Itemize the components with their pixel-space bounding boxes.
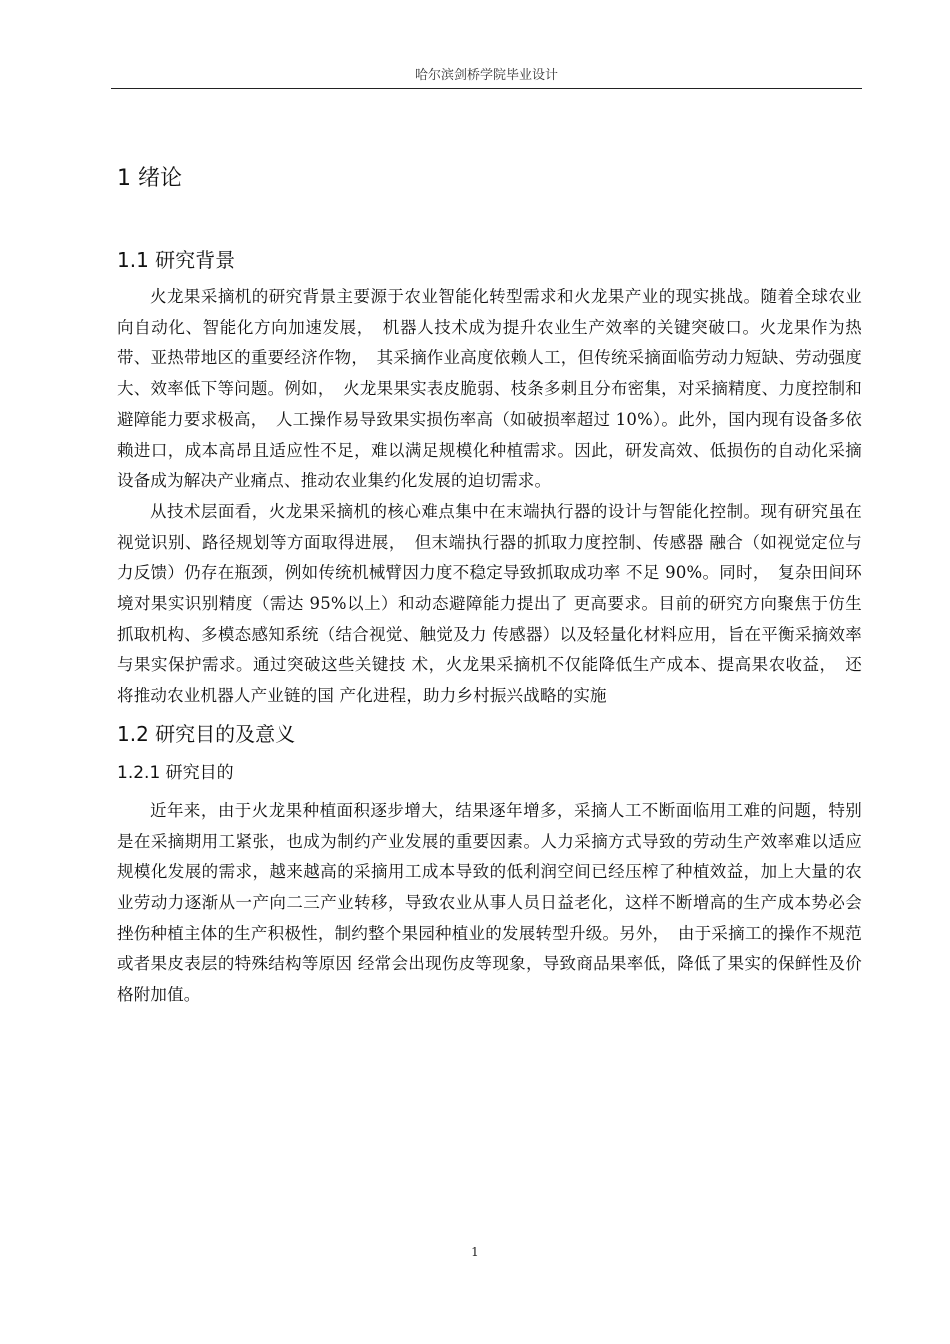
page-number: 1 bbox=[471, 1245, 479, 1259]
section-title-research-background: 1.1 研究背景 bbox=[117, 248, 236, 272]
subsection-title-research-purpose: 1.2.1 研究目的 bbox=[117, 762, 234, 783]
chapter-title: 1 绪论 bbox=[117, 166, 182, 191]
paragraph: 近年来，由于火龙果种植面积逐步增大，结果逐年增多，采摘人工不断面临用工难的问题，特别是在采摘期用工紧张，也成为制约产业发展的重要因素。人力采摘方式导致的劳动生产效率难以适应规模化发展的需求，越来越高的采摘用工成本导致的低利润空间已经压榨了种植效益，加上大量的农业劳动力逐渐从一产向二三产业转移，导致农业从事人员日益老化，这样不断增高的生产成本势必会挫伤种植主体的生产积极性，制约整个果园种植业的发展转型升级。另外， 由于采摘工的操作不规范或者果皮表层的特殊结构等原因 经常会出现伤皮等现象，导致商品果率低，降低了果实的保鲜性及价格附加值。 bbox=[117, 800, 862, 1005]
page-header: 哈尔滨剑桥学院毕业设计 bbox=[414, 68, 558, 83]
section-title-purpose-and-significance: 1.2 研究目的及意义 bbox=[117, 721, 296, 746]
document-body bbox=[117, 162, 862, 1011]
paragraph: 从技术层面看，火龙果采摘机的核心难点集中在末端执行器的设计与智能化控制。现有研究虽在视觉识别、路径规划等方面取得进展， 但末端执行器的抓取力度控制、传感器 融合（如视觉定位与力反馈）仍存在瓶颈，例如传统机械臂因力度不稳定导致抓取成功率 不足 90%。同时， 复杂田间环境对果实识别精度（需达 95%以上）和动态避障能力提出了 更高要求。目前的研究方向聚焦于仿生抓取机构、多模态感知系统（结合视觉、触觉及力 传感器）以及轻量化材料应用，旨在平衡采摘效率与果实保护需求。通过突破这些关键技 术，火龙果采摘机不仅能降低生产成本、提高果农收益， 还将推动农业机器人产业链的国 产化进程，助力乡村振兴战略的实施 bbox=[117, 501, 862, 706]
header-divider bbox=[111, 88, 862, 89]
paragraph: 火龙果采摘机的研究背景主要源于农业智能化转型需求和火龙果产业的现实挑战。随着全球农业向自动化、智能化方向加速发展， 机器人技术成为提升农业生产效率的关键突破口。火龙果作为热带、亚热带地区的重要经济作物， 其采摘作业高度依赖人工，但传统采摘面临劳动力短缺、劳动强度大、效率低下等问题。例如， 火龙果果实表皮脆弱、枝条多刺且分布密集，对采摘精度、力度控制和避障能力要求极高， 人工操作易导致果实损伤率高（如破损率超过 10%）。此外，国内现有设备多依赖进口，成本高昂且适应性不足，难以满足规模化种植需求。因此，研发高效、低损伤的自动化采摘设备成为解决产业痛点、推动农业集约化发展的迫切需求。 bbox=[117, 287, 862, 491]
